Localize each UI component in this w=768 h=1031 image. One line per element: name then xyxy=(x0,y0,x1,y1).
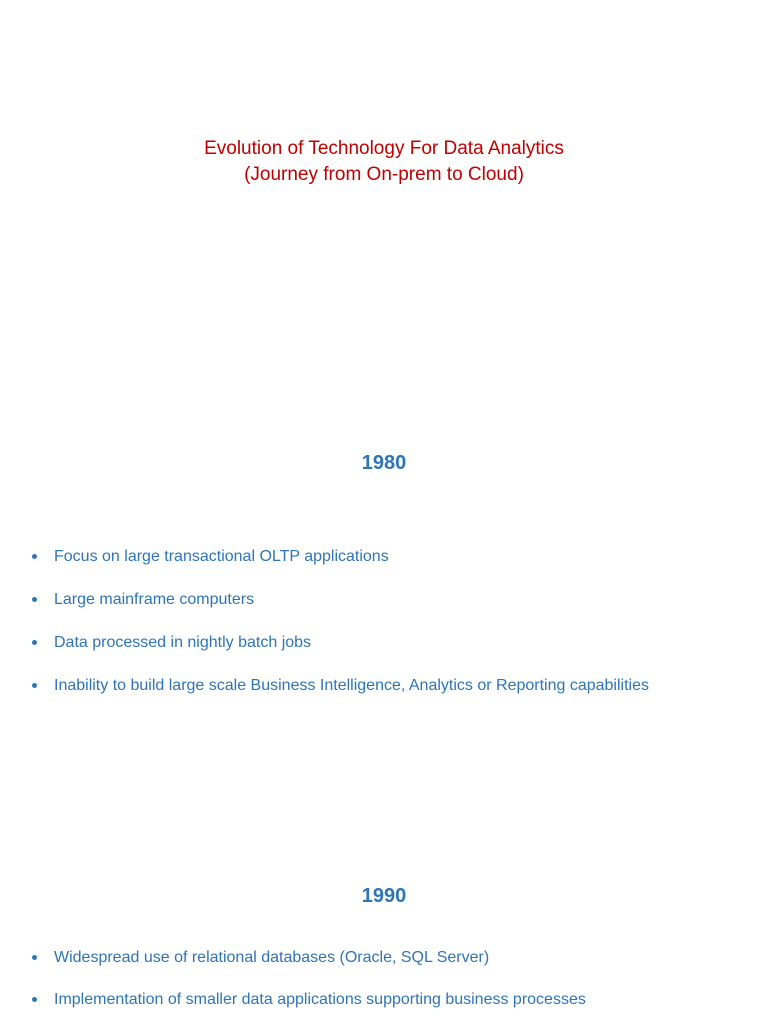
bullet-dot-icon xyxy=(32,955,37,960)
title-line-1: Evolution of Technology For Data Analytics xyxy=(204,138,564,159)
bullet-dot-icon xyxy=(32,597,37,602)
list-item-text: Widespread use of relational databases (Oracle, SQL Server) xyxy=(54,949,490,966)
list-item xyxy=(30,947,750,969)
section-heading-1990: 1990 xyxy=(361,885,407,907)
bullet-dot-icon xyxy=(32,554,37,559)
list-item-text: Focus on large transactional OLTP applications xyxy=(54,548,389,565)
list-item-text: Inability to build large scale Business Intelligence, Analytics or Reporting capabilities xyxy=(54,677,649,694)
list-item-text: Large mainframe computers xyxy=(54,591,255,608)
list-item xyxy=(30,546,750,568)
section-heading-1980: 1980 xyxy=(361,452,407,474)
bullet-dot-icon xyxy=(32,640,37,645)
list-item-text: Data processed in nightly batch jobs xyxy=(54,634,312,651)
page-title xyxy=(0,136,768,188)
list-item xyxy=(30,589,750,611)
bullet-dot-icon xyxy=(32,683,37,688)
list-item-text: Implementation of smaller data applications supporting business processes xyxy=(54,991,586,1008)
list-item xyxy=(30,632,750,654)
title-line-2: (Journey from On-prem to Cloud) xyxy=(244,164,524,185)
bullet-dot-icon xyxy=(32,997,37,1002)
bullet-list-1990 xyxy=(30,947,750,1031)
list-item xyxy=(30,989,750,1011)
list-item xyxy=(30,675,750,697)
bullet-list-1980 xyxy=(30,546,750,718)
